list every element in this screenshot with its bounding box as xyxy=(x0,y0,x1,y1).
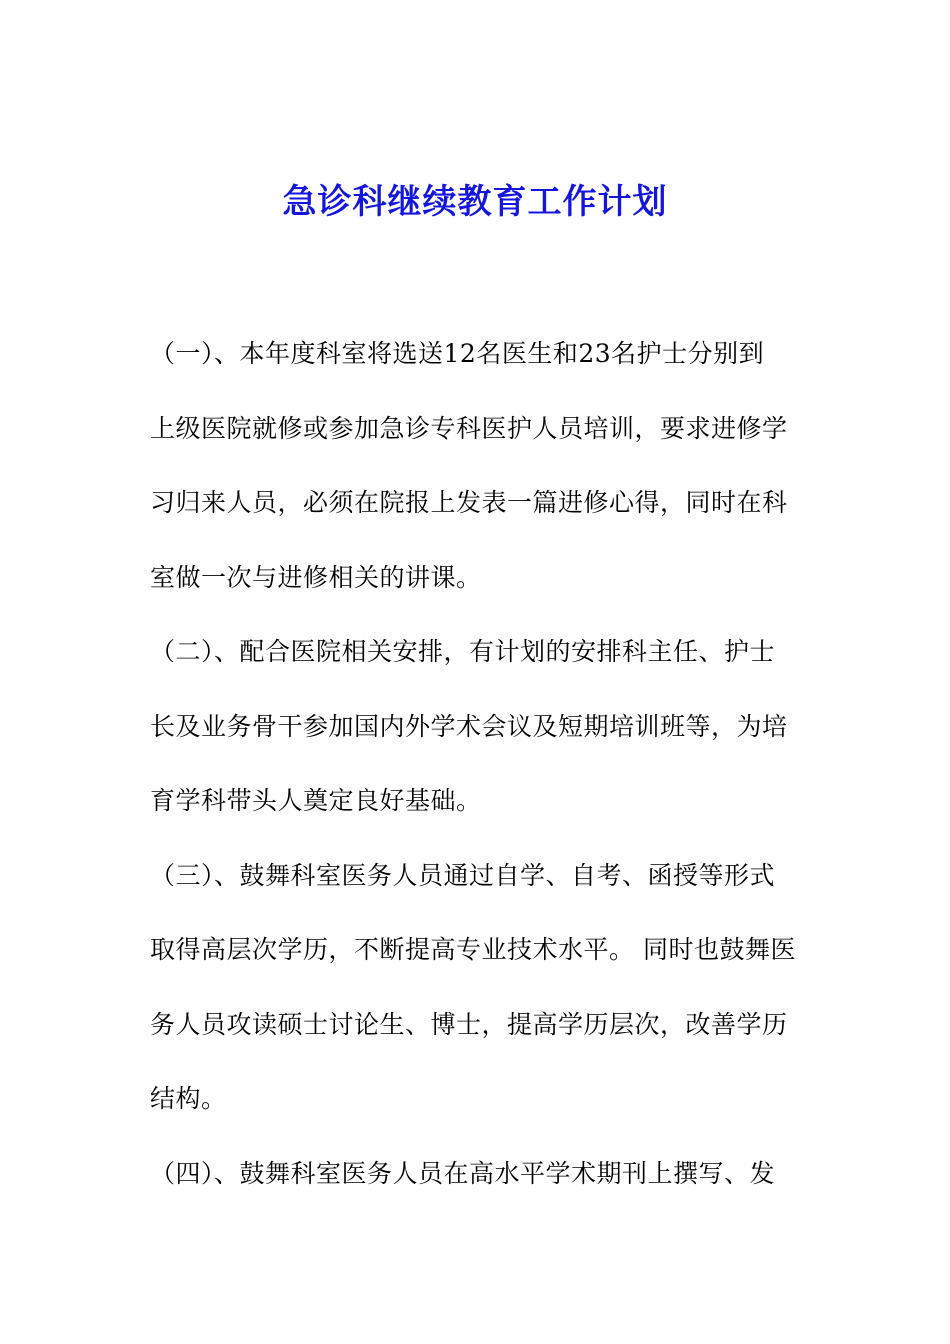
paragraph-line: （四）、鼓舞科室医务人员在高水平学术期刊上撰写、发 xyxy=(150,1158,776,1188)
paragraph-line: 务人员攻读硕士讨论生、博士，提高学历层次，改善学历 xyxy=(150,1009,788,1039)
paragraph-line: （三）、鼓舞科室医务人员通过自学、自考、函授等形式 xyxy=(150,860,776,890)
paragraph-line: 长及业务骨干参加国内外学术会议及短期培训班等，为培 xyxy=(150,711,788,741)
paragraph-line: 习归来人员，必须在院报上发表一篇进修心得，同时在科 xyxy=(150,488,788,517)
paragraph-line: （一）、本年度科室将选送12名医生和23名护士分别到 xyxy=(150,339,765,368)
paragraph-line: 上级医院就修或参加急诊专科医护人员培训，要求进修学 xyxy=(150,413,788,443)
paragraph-line: 结构。 xyxy=(150,1084,227,1113)
paragraph-line: 室做一次与进修相关的讲课。 xyxy=(150,562,482,592)
paragraph-line: 取得高层次学历，不断提高专业技术水平。 同时也鼓舞医 xyxy=(150,935,796,964)
paragraph-line: 育学科带头人奠定良好基础。 xyxy=(150,786,482,815)
document-title: 急诊科继续教育工作计划 xyxy=(282,182,668,222)
paragraph-line: （二）、配合医院相关安排，有计划的安排科主任、护士 xyxy=(150,637,776,666)
document-body xyxy=(150,330,810,1224)
